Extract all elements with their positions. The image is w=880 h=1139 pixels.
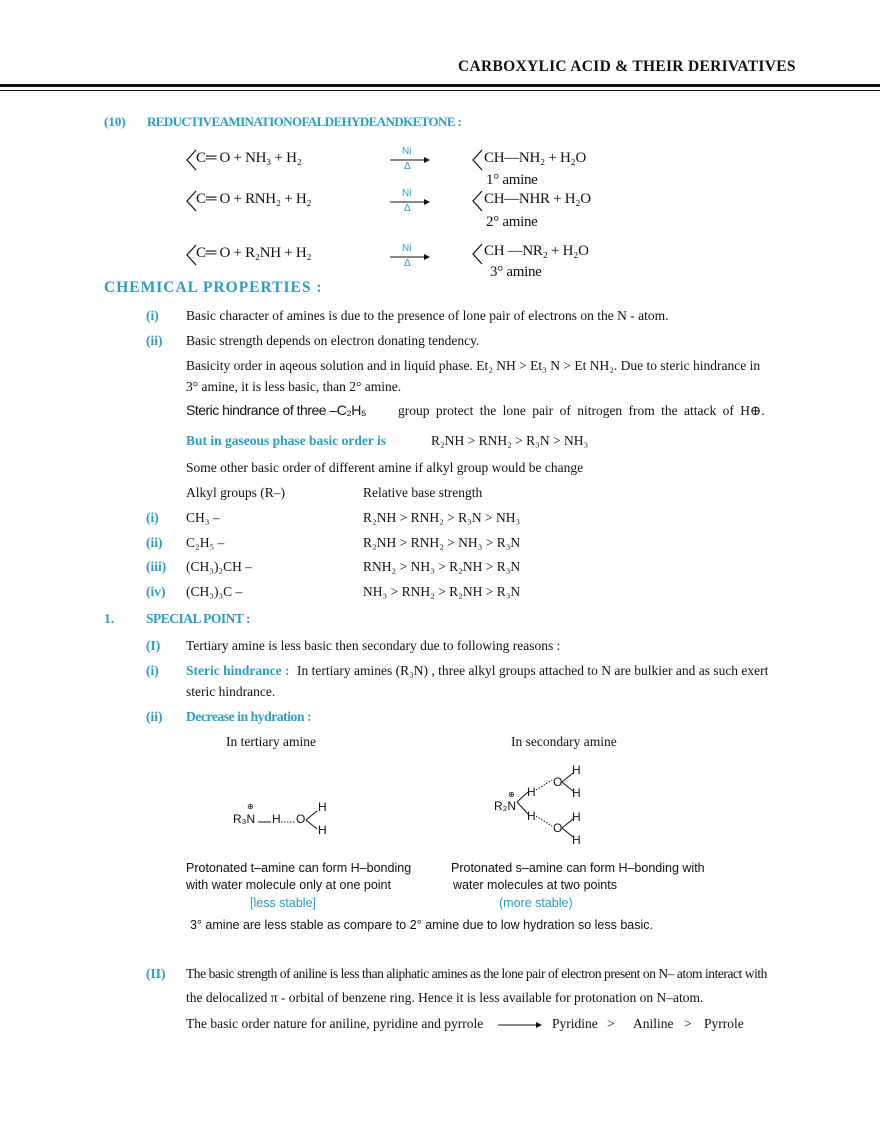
bond-bracket-icon — [470, 243, 484, 265]
item-number: (ii) — [146, 333, 163, 348]
catalyst-label: Ni — [402, 243, 412, 254]
plus-charge-icon: ⊕ — [247, 802, 254, 811]
conclusion-text: 3° amine are less stable as compare to 2° amine due to low hydration so less basic. — [190, 918, 654, 932]
alkyl-group: (CH₃)₂CH – — [186, 559, 253, 574]
reaction-arrow-icon — [390, 252, 432, 262]
condition-label: Δ — [404, 258, 411, 269]
base-order: RNH₂ > NH₃ > R₂NH > R₃N — [363, 559, 521, 574]
h-atom: H — [527, 809, 536, 823]
section-number: (10) — [104, 114, 126, 129]
page-header-title: CARBOXYLIC ACID & THEIR DERIVATIVES — [458, 58, 796, 75]
base-order: R₂NH > RNH₂ > R₃N > NH₃ — [363, 510, 521, 525]
h-atom: H — [527, 785, 536, 799]
h-atom: H — [318, 823, 327, 837]
row-number: (ii) — [146, 535, 163, 550]
reaction-arrow-icon — [390, 155, 432, 165]
paragraph: The basic strength of aniline is less than aliphatic amines as the lone pair of electron present on N– atom interact with — [186, 966, 767, 981]
paragraph: The basic order nature for aniline, pyridine and pyrrole — [186, 1016, 484, 1031]
alkyl-group: (CH₃)₃C – — [186, 584, 243, 599]
o-atom: O — [553, 821, 563, 835]
condition-label: Δ — [404, 203, 411, 214]
decrease-hydration-label: Decrease in hydration : — [186, 709, 312, 724]
base-order: R₂NH > RNH₂ > NH₃ > R₃N — [363, 535, 521, 550]
water-bonds — [305, 808, 319, 832]
o-atom: O — [296, 812, 306, 826]
paragraph: Basic strength depends on electron donating tendency. — [186, 333, 480, 348]
reaction-lhs: C═ O + R₂NH + H₂ — [196, 245, 312, 261]
column-header: Relative base strength — [363, 485, 483, 500]
section-title: REDUCTIVEAMINATIONOFALDEHYDEANDKETONE : — [147, 114, 462, 129]
h-atom: H — [572, 810, 581, 824]
right-arrow-icon — [498, 1020, 544, 1030]
less-stable-label: [less stable] — [250, 896, 317, 910]
secondary-amine-title: In secondary amine — [511, 734, 617, 749]
item-number: (i) — [146, 308, 159, 323]
h-atom: H — [272, 812, 281, 826]
gas-phase-order: R₂NH > RNH₂ > R₃N > NH₃ — [431, 433, 589, 448]
tertiary-caption: with water molecule only at one point — [186, 878, 391, 892]
product-label: 1° amine — [486, 172, 538, 188]
plus-charge-icon: ⊕ — [508, 790, 515, 799]
reaction-rhs: CH—NH₂ + H₂O — [484, 150, 586, 166]
paragraph: In tertiary amines (R₃N) , three alkyl groups attached to N are bulkier and as such exert — [297, 663, 769, 678]
alkyl-group: C₂H₅ – — [186, 535, 225, 550]
h-atom: H — [318, 800, 327, 814]
steric-lead: Steric hindrance of three –C₂H₅ — [186, 402, 367, 418]
paragraph: the delocalized π - orbital of benzene ring. Hence it is less available for protonation on N–atom. — [186, 990, 704, 1005]
reaction-rhs: CH —NR₂ + H₂O — [484, 243, 589, 259]
h-atom: H — [572, 763, 581, 777]
bond-line — [258, 820, 272, 824]
paragraph: 3° amine, it is less basic, than 2° amine. — [186, 379, 402, 394]
tertiary-amine-title: In tertiary amine — [226, 734, 316, 749]
special-heading: SPECIAL POINT : — [146, 611, 251, 626]
row-number: (iii) — [146, 559, 167, 574]
paragraph: Basicity order in aqeous solution and in liquid phase. Et₂ NH > Et₃ N > Et NH₂. Due to steric hindrance in — [186, 358, 761, 373]
h-atom: H — [572, 786, 581, 800]
order-item: Aniline — [633, 1016, 674, 1031]
paragraph: Some other basic order of different amine if alkyl group would be change — [186, 460, 584, 475]
item-number: (II) — [146, 966, 166, 981]
order-separator: > — [684, 1016, 692, 1031]
more-stable-label: (more stable) — [499, 896, 573, 910]
product-label: 2° amine — [486, 214, 538, 230]
reaction-lhs: C═ O + RNH₂ + H₂ — [196, 191, 312, 207]
r2n-label: R₂N — [494, 799, 516, 813]
header-rule-thick — [0, 84, 880, 87]
alkyl-group: CH₃ – — [186, 510, 220, 525]
h-atom: H — [572, 833, 581, 847]
reaction-lhs: C═ O + NH₃ + H₂ — [196, 150, 302, 166]
chemical-properties-heading: CHEMICAL PROPERTIES : — [104, 279, 323, 296]
header-rule-thin — [0, 90, 880, 91]
gas-phase-label: But in gaseous phase basic order is — [186, 433, 387, 448]
row-number: (iv) — [146, 584, 166, 599]
paragraph: Tertiary amine is less basic then secondary due to following reasons : — [186, 638, 561, 653]
r3n-label: R₃N — [233, 812, 256, 826]
secondary-caption: Protonated s–amine can form H–bonding with — [451, 861, 705, 875]
hydrogen-bond-dots — [536, 814, 554, 828]
hydrogen-bond-dots — [281, 820, 297, 824]
secondary-caption: water molecules at two points — [453, 878, 617, 892]
item-number: (i) — [146, 663, 159, 678]
catalyst-label: Ni — [402, 146, 412, 157]
item-number: (ii) — [146, 709, 163, 724]
catalyst-label: Ni — [402, 188, 412, 199]
special-number: 1. — [104, 611, 115, 626]
condition-label: Δ — [404, 161, 411, 172]
order-item: Pyrrole — [704, 1016, 744, 1031]
tertiary-caption: Protonated t–amine can form H–bonding — [186, 861, 412, 875]
row-number: (i) — [146, 510, 159, 525]
steric-hindrance-label: Steric hindrance : — [186, 663, 290, 678]
hydrogen-bond-dots — [536, 778, 554, 792]
bond-bracket-icon — [470, 190, 484, 212]
o-atom: O — [553, 775, 563, 789]
item-number: (I) — [146, 638, 161, 653]
reaction-rhs: CH—NHR + H₂O — [484, 191, 591, 207]
product-label: 3° amine — [490, 264, 542, 280]
base-order: NH₃ > RNH₂ > R₂NH > R₃N — [363, 584, 521, 599]
bond-bracket-icon — [470, 149, 484, 171]
column-header: Alkyl groups (R–) — [186, 485, 285, 500]
steric-rest: group protect the lone pair of nitrogen from the attack of H⊕. — [398, 403, 765, 418]
paragraph: steric hindrance. — [186, 684, 276, 699]
order-separator: > — [607, 1016, 615, 1031]
paragraph: Basic character of amines is due to the presence of lone pair of electrons on the N - atom. — [186, 308, 669, 323]
order-item: Pyridine — [552, 1016, 598, 1031]
reaction-arrow-icon — [390, 197, 432, 207]
